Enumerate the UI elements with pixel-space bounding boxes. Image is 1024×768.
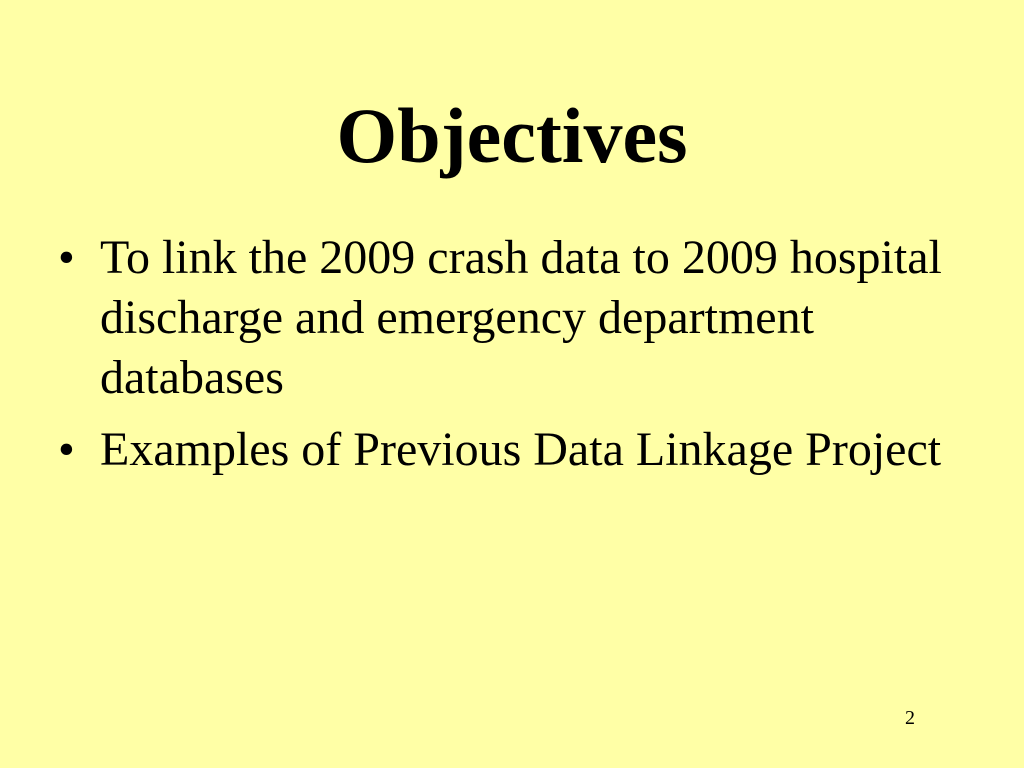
bullet-list (58, 228, 958, 492)
bullet-marker: • (58, 423, 75, 476)
bullet-item (58, 420, 958, 480)
bullet-item (58, 228, 958, 408)
bullet-marker: • (58, 231, 75, 284)
page-number: 2 (905, 707, 915, 729)
bullet-text: To link the 2009 crash data to 2009 hospital discharge and emergency department databases (100, 231, 942, 404)
bullet-text: Examples of Previous Data Linkage Project (100, 423, 942, 476)
slide-title: Objectives (336, 92, 688, 179)
